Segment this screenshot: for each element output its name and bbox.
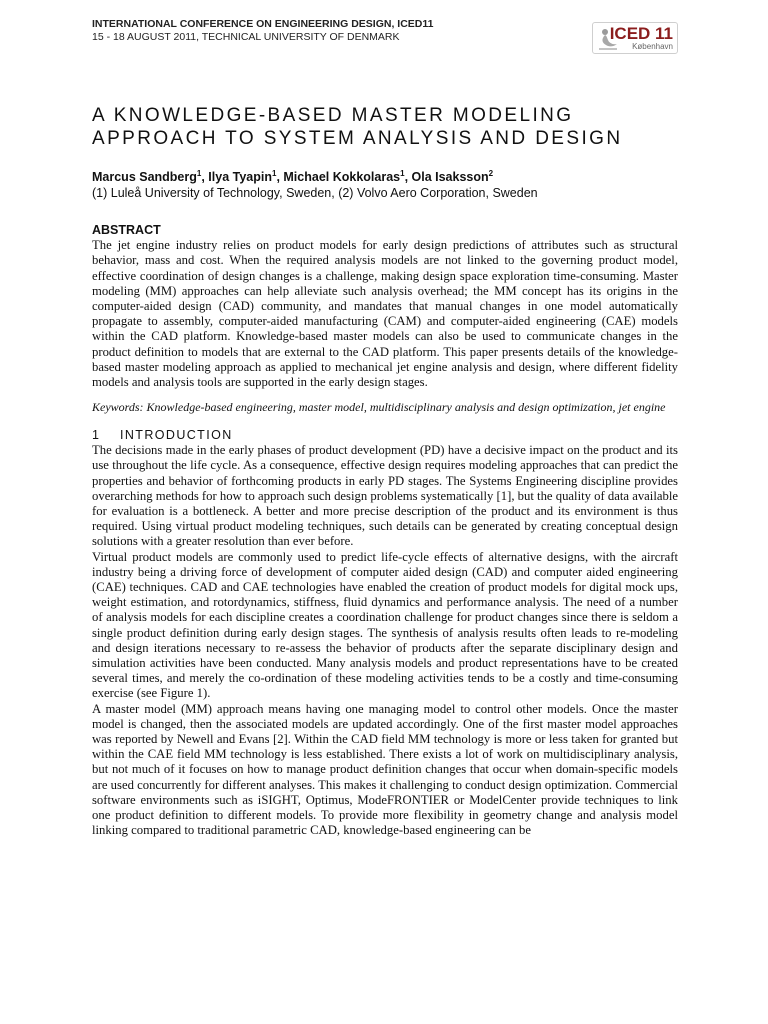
author-name: Marcus Sandberg bbox=[92, 170, 197, 185]
mermaid-icon bbox=[597, 27, 619, 51]
author-name: Ola Isaksson bbox=[411, 170, 489, 185]
author-affiliation-mark: 1 bbox=[196, 169, 202, 178]
paper-title bbox=[92, 104, 678, 150]
author-name: Ilya Tyapin bbox=[208, 170, 272, 185]
section-number: 1 bbox=[92, 428, 101, 443]
author-name: Michael Kokkolaras bbox=[283, 170, 401, 185]
author-affiliation-mark: 2 bbox=[488, 169, 494, 178]
title-line-1: A KNOWLEDGE-BASED MASTER MODELING bbox=[92, 105, 574, 126]
title-line-2: APPROACH TO SYSTEM ANALYSIS AND DESIGN bbox=[92, 128, 623, 149]
logo-sub-text: København bbox=[632, 42, 673, 51]
section-heading-introduction bbox=[92, 427, 678, 443]
conference-header bbox=[92, 18, 678, 44]
intro-paragraph: The decisions made in the early phases of product development (PD) have a decisive impact on the product and its use throughout the life cycle. As a consequence, effective design requires modeling approaches that can predict the properties and behavior of forthcoming products in early PD stages. The Systems Engineering discipline provides overarching methods for how to approach such design problems systematically [1], but the quality of data available for evaluation is a bottleneck. A better and more precise description of the product and its environment is thus required. Using virtual product modeling techniques, such details can be generated by creating conceptual design solutions with a greater resolution than ever before. bbox=[92, 443, 678, 549]
conference-name: INTERNATIONAL CONFERENCE ON ENGINEERING DESIGN, ICED11 bbox=[92, 18, 434, 30]
keywords: Keywords: Knowledge-based engineering, master model, multidisciplinary analysis and design optimization, jet engine bbox=[92, 400, 666, 415]
section-title: INTRODUCTION bbox=[120, 428, 233, 443]
affiliations: (1) Luleå University of Technology, Sweden, (2) Volvo Aero Corporation, Sweden bbox=[92, 186, 538, 201]
intro-paragraph: A master model (MM) approach means having one managing model to control other models. Once the master model is changed, then the associated models are updated accordingly. One of the first master model approaches was reported by Newell and Evans [2]. Within the CAD field MM technology is more or less taken for granted but within the CAE field MM technology is less established. There exists a lot of work on multidisciplinary analysis, but not much of it focuses on how to manage product definition changes that occur when domain-specific models are used concurrently for different analyses. This makes it challenging to conduct design optimization. Commercial software environments such as iSIGHT, Optimus, ModeFRONTIER or ModelCenter provide techniques to link one product definition to different models. To provide more flexibility in geometry change and analysis model linking compared to traditional parametric CAD, knowledge-based engineering can be bbox=[92, 701, 678, 838]
paper-page bbox=[92, 18, 678, 838]
abstract-text: The jet engine industry relies on product models for early design predictions of attributes such as structural behavior, mass and cost. When the required analysis models are not linked to the governing product model, effective coordination of design changes is a challenge, making design space exploration time-consuming. Master modeling (MM) approaches can help alleviate such analysis overhead; the MM concept has its origins in the computer-aided design (CAD) community, and mandates that manual changes in one model automatically propagate to assembly, computer-aided manufacturing (CAM) and computer-aided engineering (CAE) models within the CAD platform. Knowledge-based master models can also be used to communicate changes in the product definition to models that are external to the CAD platform. This paper presents details of the knowledge-based master modeling approach as applied to mechanical jet engine analysis and design, where different fidelity models and analysis tools are supported in the early design stages. bbox=[92, 238, 678, 389]
author-list: Marcus Sandberg$^1$, Ilya Tyapin$^1$, Michael Kokkolaras$^1$, Ola Isaksson$^2$ bbox=[92, 169, 494, 185]
author-affiliation-mark: 1 bbox=[271, 169, 277, 178]
abstract-heading: ABSTRACT bbox=[92, 223, 161, 238]
author-affiliation-mark: 1 bbox=[400, 169, 405, 178]
intro-paragraph: Virtual product models are commonly used to predict life-cycle effects of alternative designs, with the aircraft industry being a driving force of development of computer aided design (CAD) and computer aided engineering (CAE) techniques. CAD and CAE technologies have enabled the creation of product models for digital mock ups, weight estimation, and rotordynamics, stiffness, fluid dynamics and performance analysis. The need of a number of analysis models for each discipline creates a coordination challenge for product changes since there is seldom a single product definition during early design stages. The synthesis of analysis results often leads to re-modeling and design iterations necessary to re-assess the behavior of products after the separate disciplinary design and simulation activities have been conducted. Many analysis models and product representations have to be created several times, and merely the co-ordination of these modeling activities tends to be a costly and time-consuming exercise (see Figure 1). bbox=[92, 549, 678, 701]
iced-logo bbox=[592, 22, 678, 54]
conference-dates: 15 - 18 AUGUST 2011, TECHNICAL UNIVERSITY OF DENMARK bbox=[92, 31, 400, 43]
logo-main-text: ICED 11 bbox=[609, 24, 673, 43]
